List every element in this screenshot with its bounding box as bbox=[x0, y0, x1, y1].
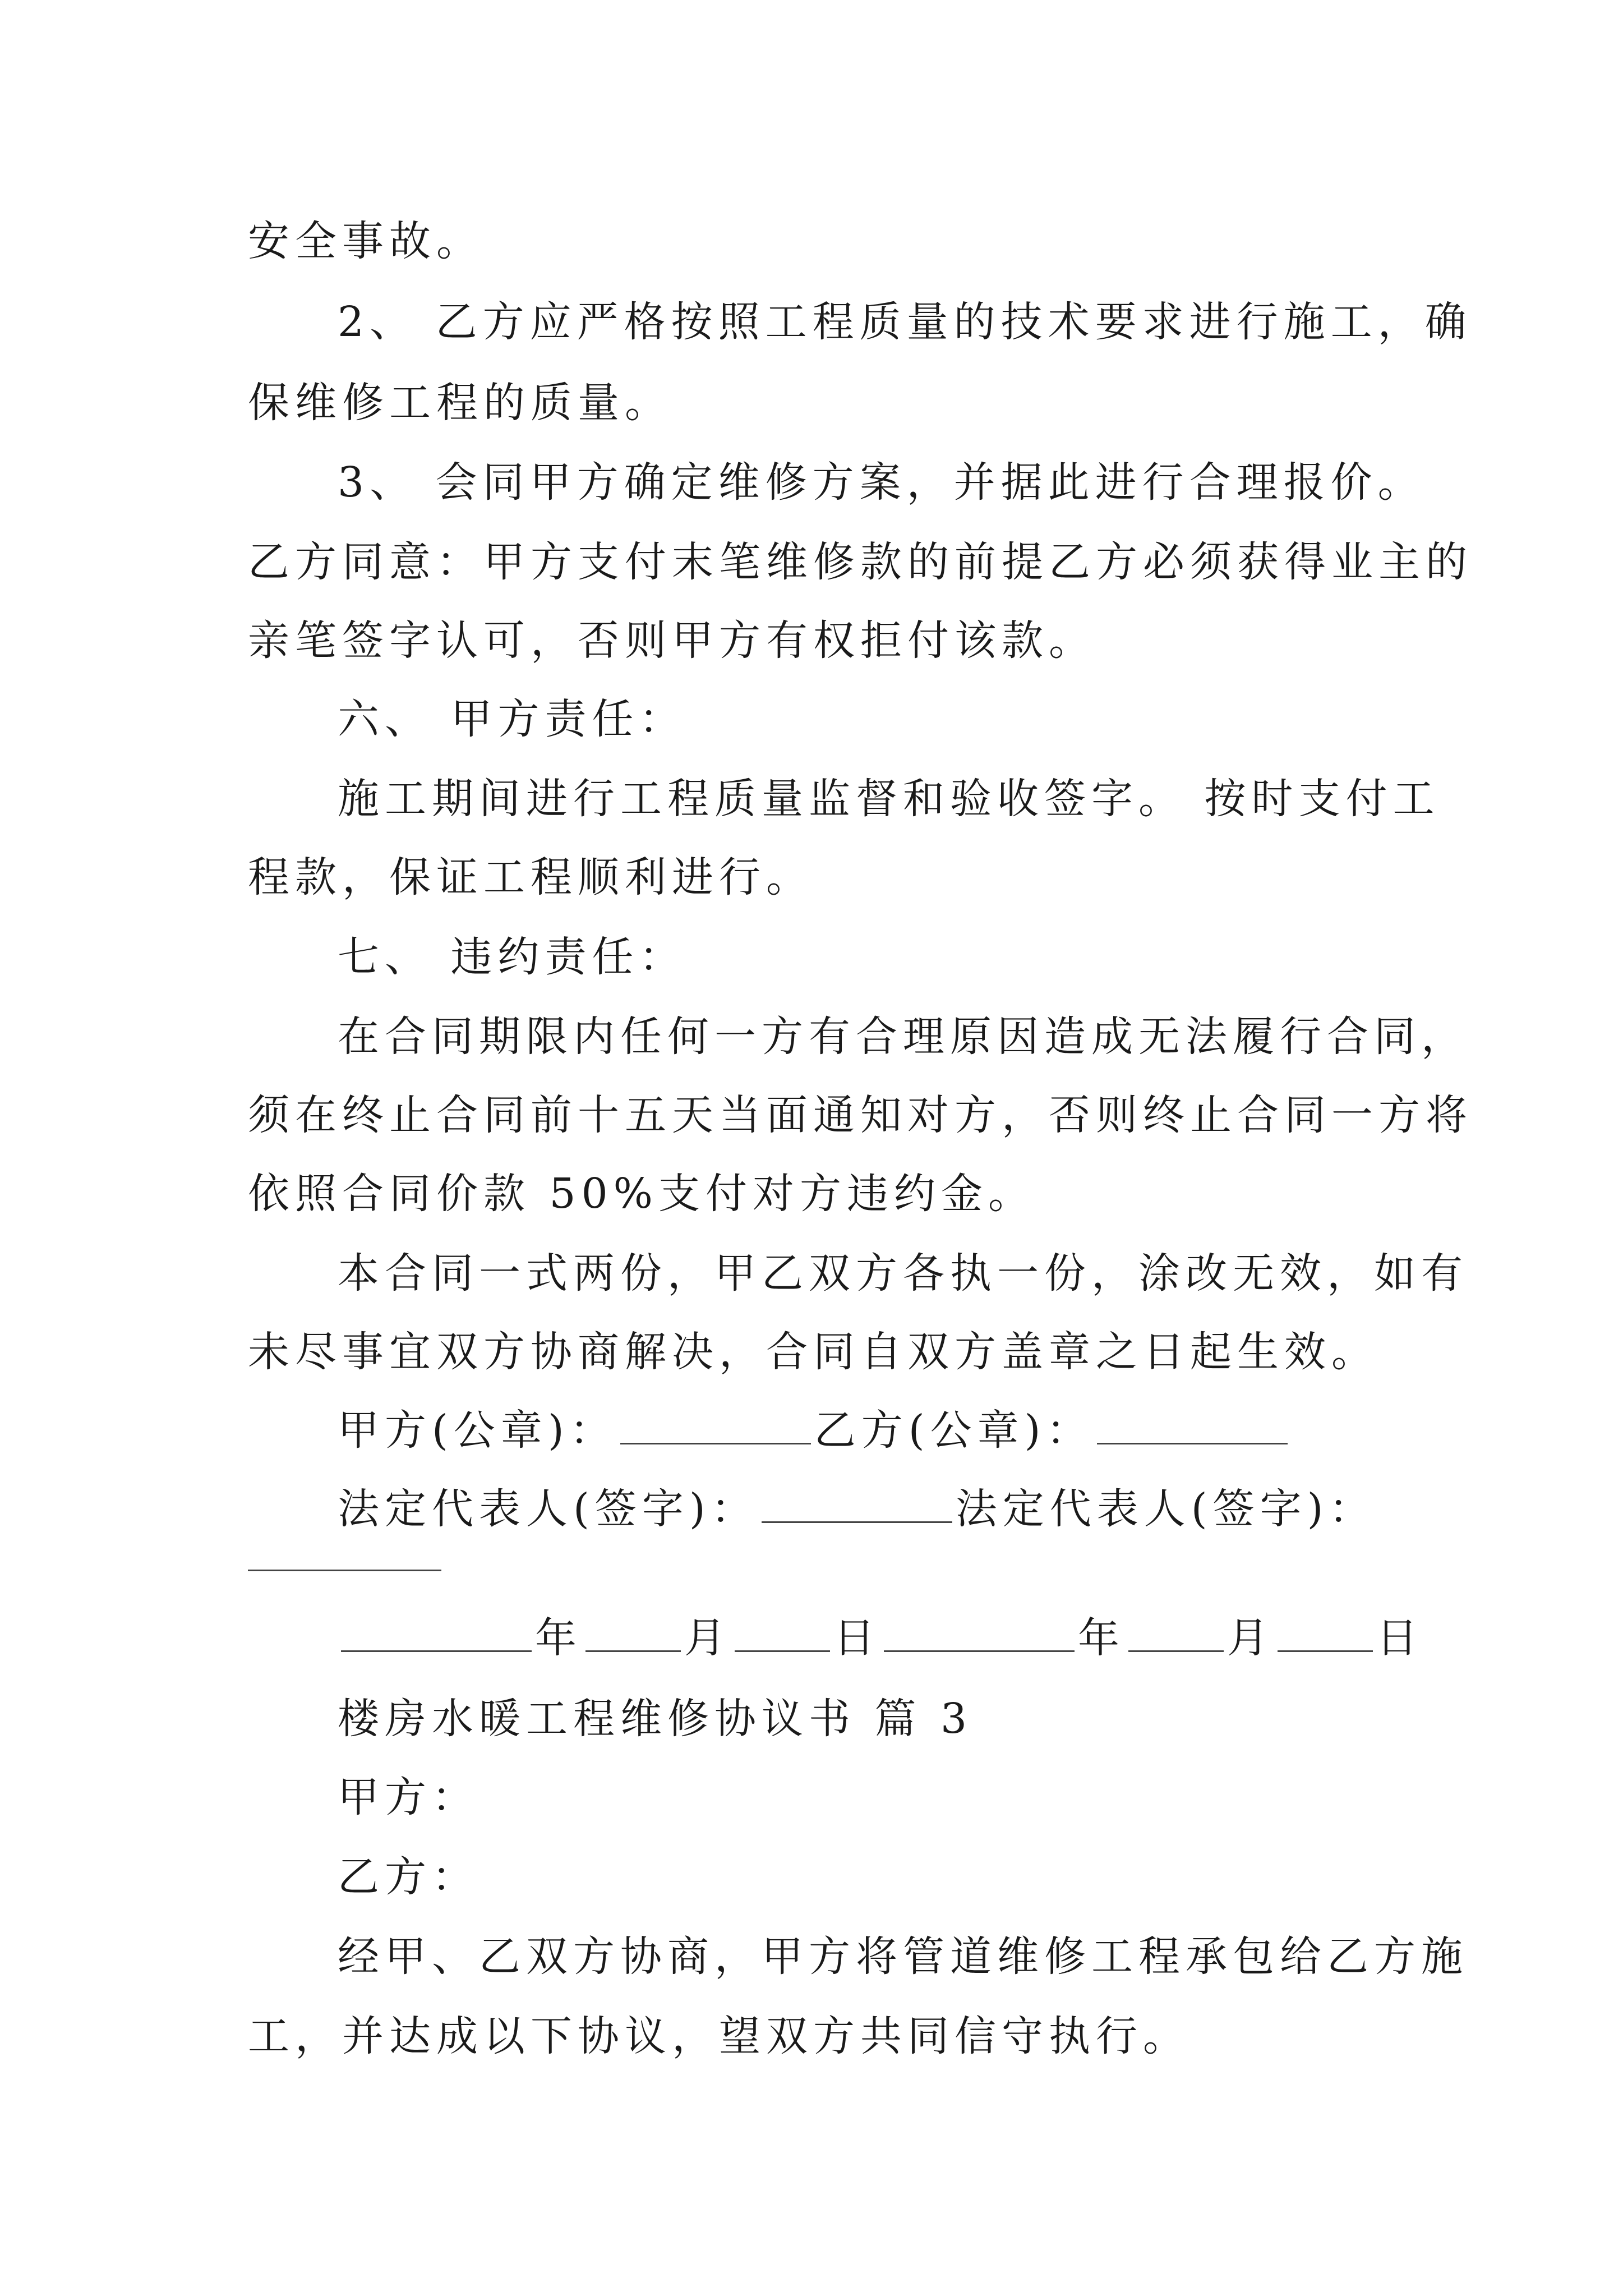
paragraph-line: 依照合同价款 50%支付对方违约金。 bbox=[248, 1170, 1035, 1218]
paragraph-line: 未尽事宜双方协商解决，合同自双方盖章之日起生效。 bbox=[248, 1328, 1378, 1376]
rep-a-label: 法定代表人(签字)： bbox=[338, 1485, 758, 1533]
paragraph-line: 须在终止合同前十五天当面通知对方，否则终止合同一方将 bbox=[248, 1091, 1473, 1139]
month-blank bbox=[1128, 1648, 1224, 1652]
party-b-seal-blank bbox=[1097, 1441, 1288, 1444]
party-a-seal-blank bbox=[620, 1441, 811, 1444]
signature-line-representative bbox=[338, 1481, 1482, 1537]
party-b-label: 乙方： bbox=[338, 1853, 479, 1901]
paragraph-line: 3、 会同甲方确定维修方案，并据此进行合理报价。 bbox=[338, 458, 1425, 507]
rep-b-label: 法定代表人(签字)： bbox=[955, 1485, 1376, 1533]
party-a-label: 甲方： bbox=[338, 1773, 479, 1821]
year-blank bbox=[341, 1648, 532, 1652]
year-label: 年 bbox=[535, 1614, 582, 1662]
year-blank bbox=[884, 1648, 1075, 1652]
paragraph-line: 在合同期限内任何一方有合理原因造成无法履行合同， bbox=[338, 1013, 1468, 1061]
day-blank bbox=[1278, 1648, 1373, 1652]
date-line bbox=[338, 1610, 1482, 1666]
month-label: 月 bbox=[684, 1614, 731, 1662]
paragraph-line: 施工期间进行工程质量监督和验收签字。 按时支付工 bbox=[338, 775, 1440, 823]
section-heading: 七、 违约责任： bbox=[338, 933, 686, 981]
day-label: 日 bbox=[833, 1614, 880, 1662]
paragraph-line: 保维修工程的质量。 bbox=[248, 379, 672, 427]
paragraph-line: 2、 乙方应严格按照工程质量的技术要求进行施工，确 bbox=[338, 298, 1472, 346]
paragraph-line: 乙方同意：甲方支付末笔维修款的前提乙方必须获得业主的 bbox=[248, 538, 1473, 586]
signature-line-seal bbox=[338, 1402, 1482, 1458]
day-label: 日 bbox=[1376, 1614, 1423, 1662]
paragraph-line: 工，并达成以下协议，望双方共同信守执行。 bbox=[248, 2012, 1190, 2060]
paragraph-line: 程款，保证工程顺利进行。 bbox=[248, 853, 813, 901]
paragraph-line: 本合同一式两份，甲乙双方各执一份，涂改无效，如有 bbox=[338, 1249, 1468, 1297]
party-a-seal-label: 甲方(公章)： bbox=[338, 1406, 617, 1455]
month-blank bbox=[585, 1648, 681, 1652]
month-label: 月 bbox=[1227, 1614, 1274, 1662]
paragraph-line: 安全事故。 bbox=[248, 217, 483, 265]
rep-a-blank bbox=[762, 1519, 952, 1523]
section-title: 楼房水暖工程维修协议书 篇 3 bbox=[338, 1695, 973, 1743]
day-blank bbox=[735, 1648, 830, 1652]
paragraph-line: 亲笔签字认可，否则甲方有权拒付该款。 bbox=[248, 616, 1096, 665]
paragraph-line: 经甲、乙双方协商，甲方将管道维修工程承包给乙方施 bbox=[338, 1932, 1468, 1981]
section-heading: 六、 甲方责任： bbox=[338, 695, 686, 743]
year-label: 年 bbox=[1078, 1614, 1125, 1662]
party-b-seal-label: 乙方(公章)： bbox=[814, 1406, 1094, 1455]
rep-b-blank bbox=[248, 1570, 441, 1571]
